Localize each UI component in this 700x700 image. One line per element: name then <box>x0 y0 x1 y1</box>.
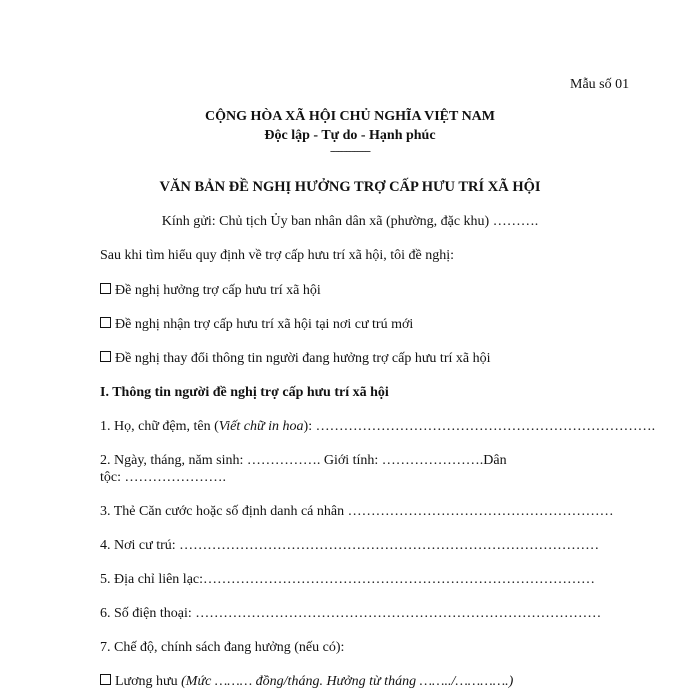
residence-field[interactable]: 4. Nơi cư trú: ……………………………………………………………………………… <box>100 538 600 553</box>
option-update-info <box>100 350 490 367</box>
country-header: CỘNG HÒA XÃ HỘI CHỦ NGHĨA VIỆT NAM <box>204 109 495 124</box>
option-receive-pension <box>100 282 321 299</box>
section-1-heading: I. Thông tin người đề nghị trợ cấp hưu trí xã hội <box>100 385 389 400</box>
id-card-field[interactable]: 3. Thẻ Căn cước hoặc số định danh cá nhân ………………………………………………… <box>100 504 614 519</box>
pension-label: Lương hưu <box>115 674 178 689</box>
contact-address-field[interactable]: 5. Địa chỉ liên lạc:………………………………………………………………………… <box>100 572 596 587</box>
motto: Độc lập - Tự do - Hạnh phúc <box>264 128 436 143</box>
option-update-checkbox[interactable] <box>100 351 111 362</box>
option-update-label: Đề nghị thay đổi thông tin người đang hưởng trợ cấp hưu trí xã hội <box>115 351 491 366</box>
header-divider: --------------- <box>330 145 370 157</box>
name-field-prefix: 1. Họ, chữ đệm, tên ( <box>100 419 219 434</box>
pension-option <box>100 673 513 690</box>
option-relocate-label: Đề nghị nhận trợ cấp hưu trí xã hội tại nơi cư trú mới <box>115 317 414 332</box>
pension-checkbox[interactable] <box>100 674 111 685</box>
form-number: Mẫu số 01 <box>570 77 630 92</box>
policies-label: 7. Chế độ, chính sách đang hưởng (nếu có): <box>100 640 345 655</box>
name-field-dots: ): ………………………………………………………………. <box>303 419 656 434</box>
recipient-line: Kính gửi: Chủ tịch Ủy ban nhân dân xã (phường, đặc khu) ………. <box>161 214 539 229</box>
phone-field[interactable]: 6. Số điện thoại: …………………………………………………………………………… <box>100 606 602 621</box>
name-field[interactable] <box>100 418 655 435</box>
pension-detail[interactable]: (Mức ……… đồng/tháng. Hưởng từ tháng ……../………….) <box>181 674 514 689</box>
option-receive-checkbox[interactable] <box>100 283 111 294</box>
dob-gender-ethnicity-field[interactable]: 2. Ngày, tháng, năm sinh: ……………. Giới tính: ………………….Dân <box>100 453 507 468</box>
option-relocate-pension <box>100 316 413 333</box>
option-relocate-checkbox[interactable] <box>100 317 111 328</box>
document-title: VĂN BẢN ĐỀ NGHỊ HƯỞNG TRỢ CẤP HƯU TRÍ XÃ HỘI <box>159 179 541 195</box>
option-receive-label: Đề nghị hưởng trợ cấp hưu trí xã hội <box>115 283 321 298</box>
name-field-hint: Viết chữ in hoa <box>218 419 304 434</box>
intro-text: Sau khi tìm hiểu quy định về trợ cấp hưu trí xã hội, tôi đề nghị: <box>100 248 455 263</box>
ethnicity-field-continued[interactable]: tộc: …………………. <box>100 470 226 485</box>
